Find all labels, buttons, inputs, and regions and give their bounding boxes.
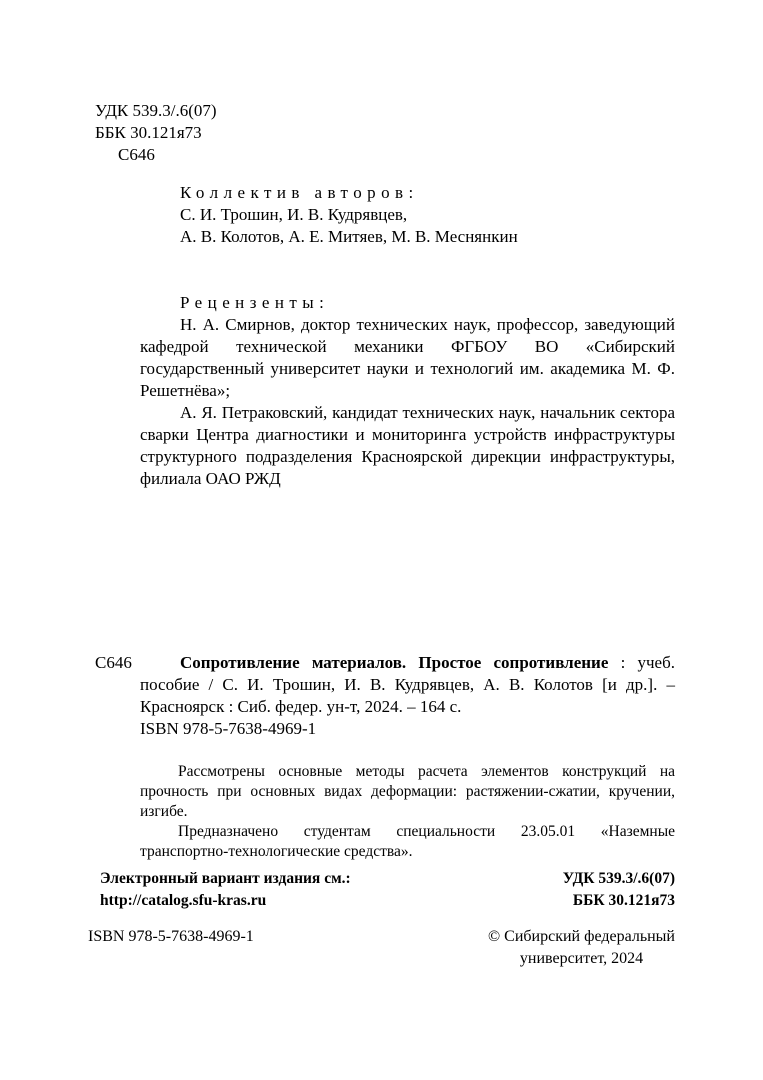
footer-isbn: ISBN 978-5-7638-4969-1 (88, 928, 254, 945)
copyright-line-2: университет, 2024 (519, 950, 644, 967)
annotation-block (140, 762, 675, 862)
reviewer-1: Н. А. Смирнов, доктор технических наук, профессор, заведующий кафедрой технической механики ФГБОУ ВО «Сибирский государственный университет науки и технологий им. академика М. Ф. Решетнёва»; (140, 315, 675, 400)
authors-heading: Коллектив авторов: (180, 183, 419, 202)
reviewer-2: А. Я. Петраковский, кандидат технических наук, начальник сектора сварки Центра диагностики и мониторинга устройств инфраструктуры структурного подразделения Красноярской дирекции инфраструктуры, филиала ОАО РЖД (140, 403, 675, 488)
authors-line-2: А. В. Колотов, А. Е. Митяев, М. В. Меснянкин (180, 227, 518, 246)
footer-classification-block (563, 868, 675, 912)
bbk-number: ББК 30.121я73 (95, 123, 202, 142)
author-sign-code: С646 (118, 145, 155, 164)
catalog-code: С646 (95, 653, 132, 672)
catalog-description (140, 652, 675, 718)
authors-line-1: С. И. Трошин, И. В. Кудрявцев, (180, 205, 408, 224)
reviewers-block (140, 292, 675, 490)
footer-bbk: ББК 30.121я73 (572, 892, 675, 909)
footer-udk: УДК 539.3/.6(07) (562, 870, 675, 887)
authors-block (180, 182, 518, 248)
catalog-isbn: ISBN 978-5-7638-4969-1 (140, 719, 317, 738)
catalog-description-rest: : учеб. пособие / С. И. Трошин, И. В. Кудрявцев, А. В. Колотов [и др.]. – Красноярск : Сиб. федер. ун-т, 2024. – 164 с. (140, 653, 675, 716)
classification-block (95, 100, 217, 166)
udk-number: УДК 539.3/.6(07) (95, 101, 217, 120)
footer-links-row (100, 868, 675, 912)
electronic-edition-label: Электронный вариант издания см.: (100, 870, 351, 887)
electronic-edition-block (100, 868, 351, 912)
book-title: Сопротивление материалов. Простое сопротивление (180, 653, 609, 672)
copyright-block (488, 926, 675, 970)
annotation-paragraph-2: Предназначено студентам специальности 23.05.01 «Наземные транспортно-технологические средства». (140, 823, 675, 860)
annotation-paragraph-1: Рассмотрены основные методы расчета элементов конструкций на прочность при основных видах деформации: растяжении-сжатии, кручении, изгибе. (140, 763, 675, 820)
catalog-entry (95, 652, 675, 740)
copyright-line-1: © Сибирский федеральный (488, 928, 675, 945)
footer-bottom-row (88, 926, 675, 970)
catalog-url: http://catalog.sfu-kras.ru (100, 892, 267, 909)
reviewers-heading: Рецензенты: (180, 293, 330, 312)
